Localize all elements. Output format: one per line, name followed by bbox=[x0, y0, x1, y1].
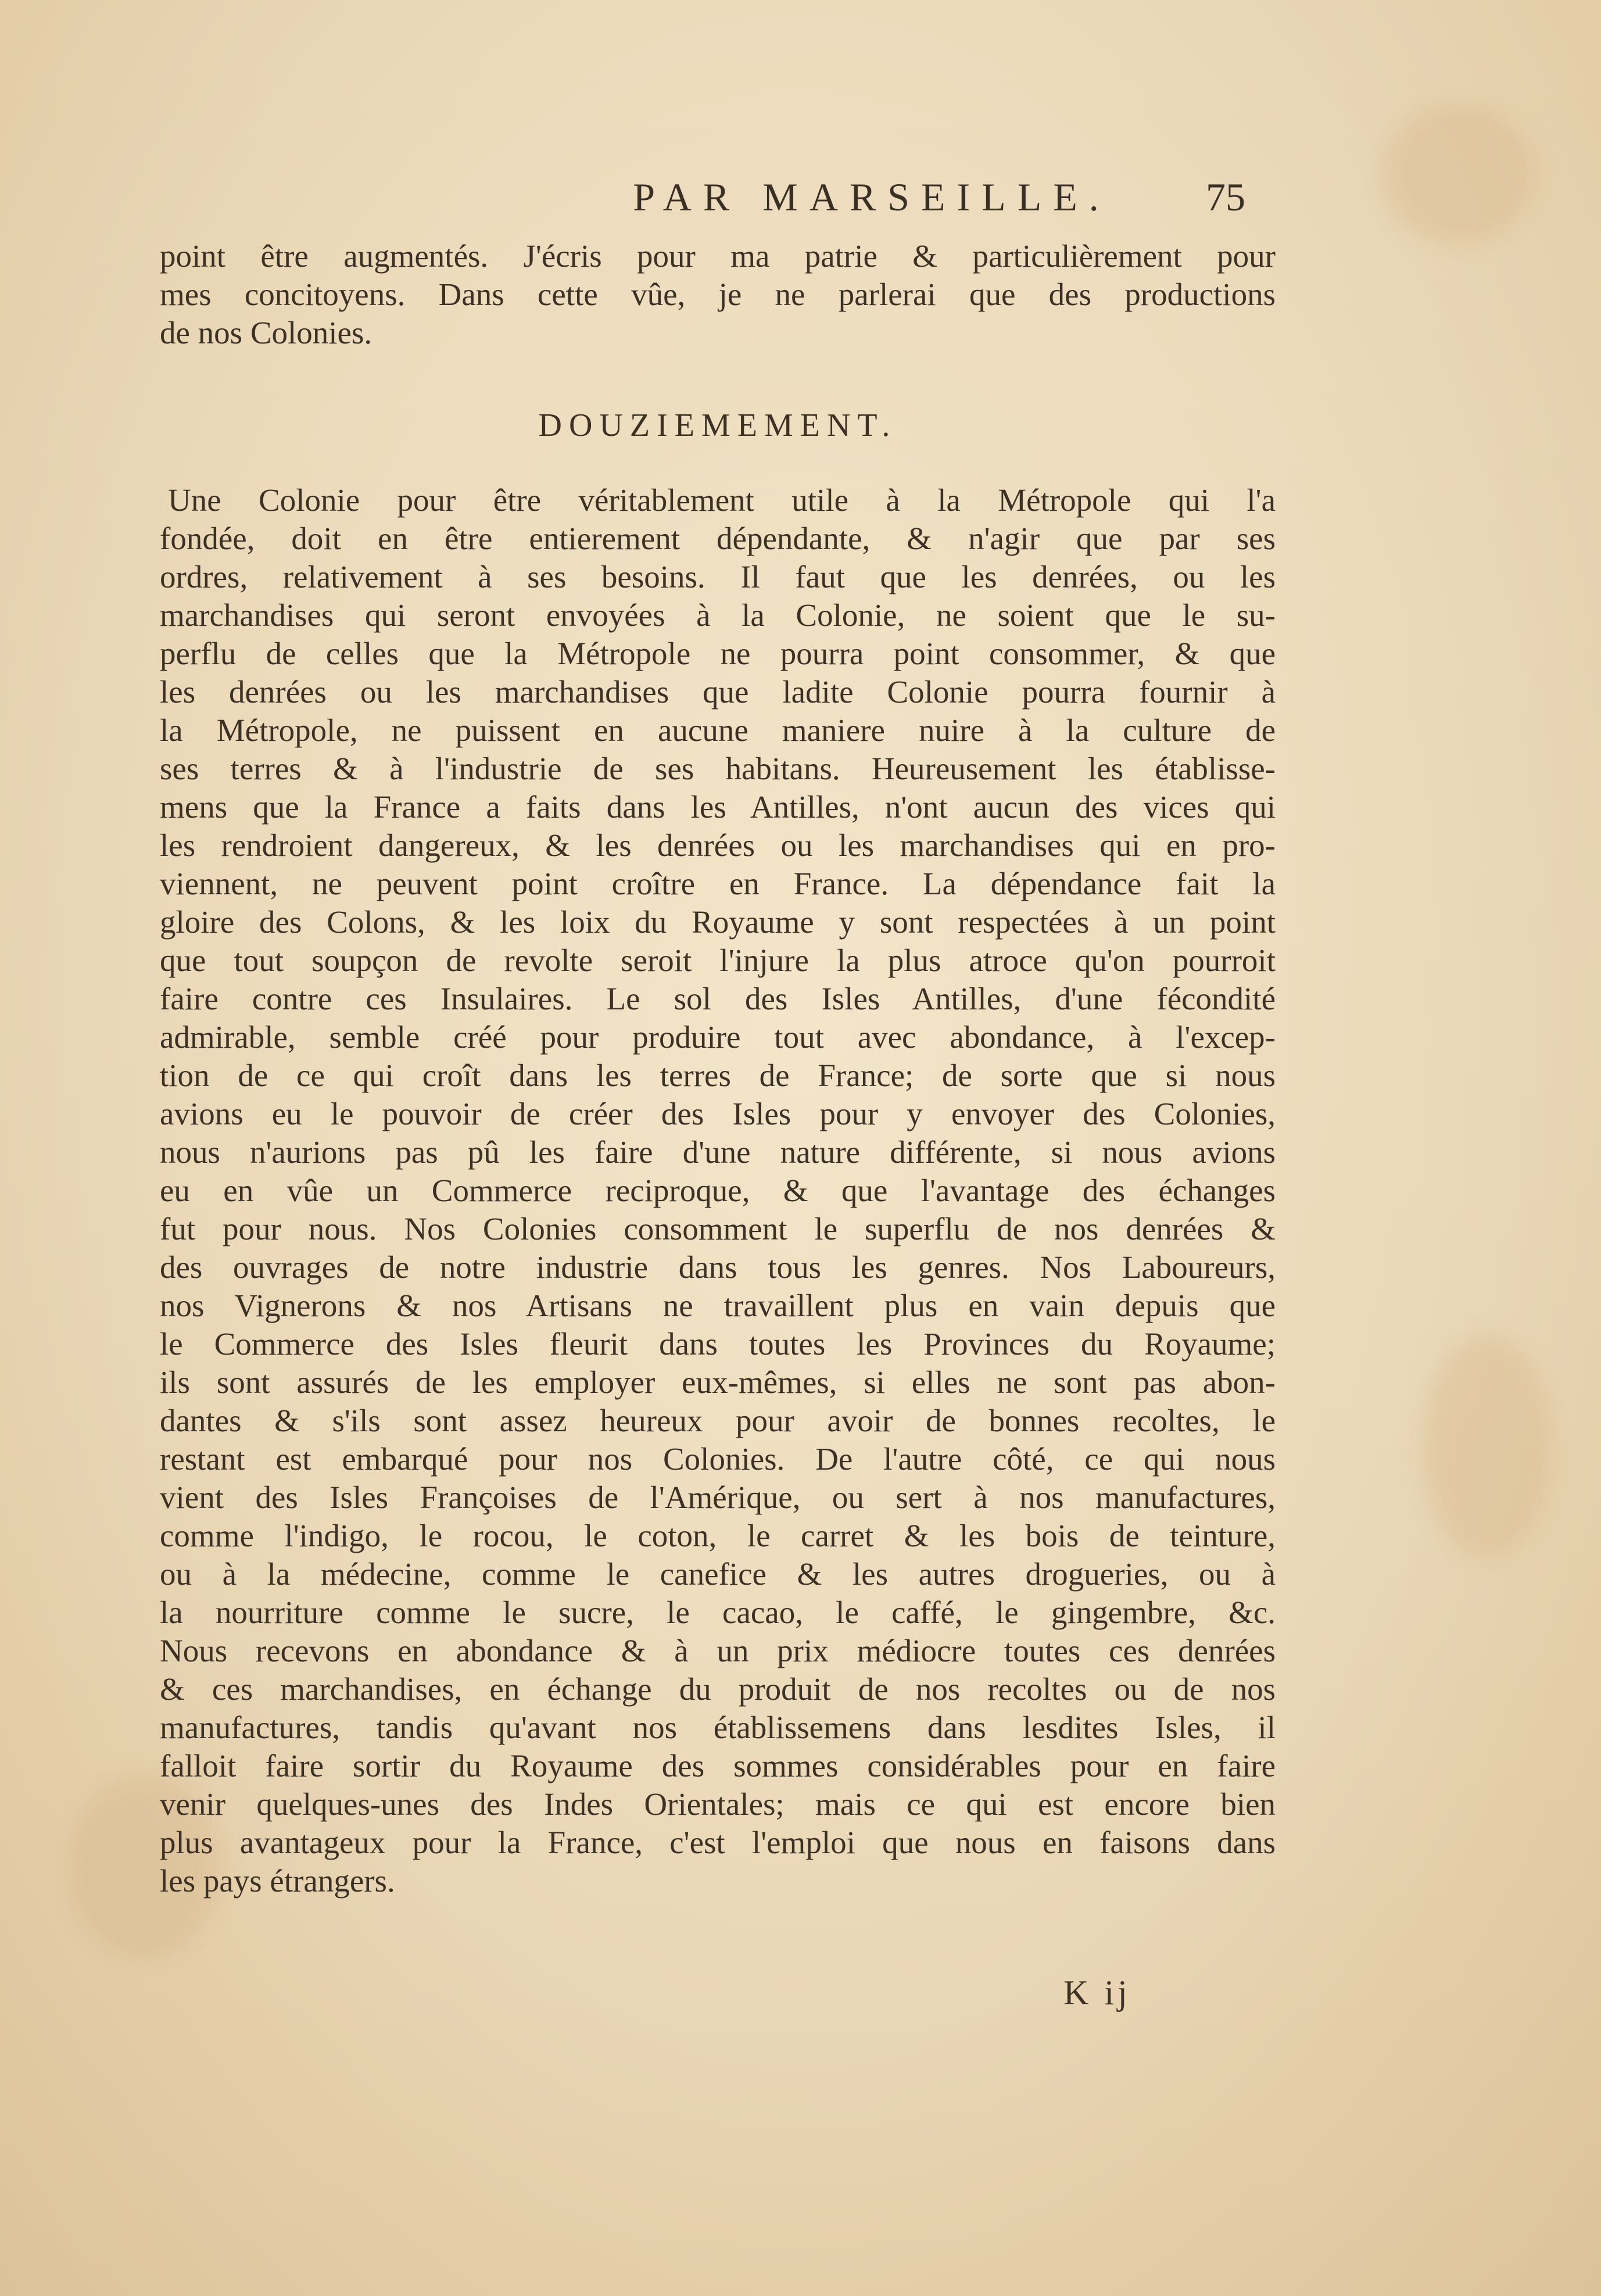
text-line: la Métropole, ne puissent en aucune maniere nuire à la culture de bbox=[160, 712, 1276, 748]
text-line: le Commerce des Isles fleurit dans toutes les Provinces du Royaume; bbox=[160, 1326, 1276, 1362]
text-line: viennent, ne peuvent point croître en France. La dépendance fait la bbox=[160, 866, 1276, 901]
text-line: perflu de celles que la Métropole ne pourra point consommer, & que bbox=[160, 636, 1276, 671]
text-line: eu en vûe un Commerce reciproque, & que l'avantage des échanges bbox=[160, 1173, 1276, 1208]
text-line: admirable, semble créé pour produire tout avec abondance, à l'excep- bbox=[160, 1019, 1276, 1055]
intro-paragraph bbox=[160, 237, 1276, 352]
text-line: plus avantageux pour la France, c'est l'emploi que nous en faisons dans bbox=[160, 1825, 1276, 1860]
text-line: les pays étrangers. bbox=[160, 1863, 395, 1899]
text-line: les rendroient dangereux, & les denrées ou les marchandises qui en pro- bbox=[160, 828, 1276, 863]
text-line: ils sont assurés de les employer eux-mêmes, si elles ne sont pas abon- bbox=[160, 1364, 1276, 1400]
text-line: Nous recevons en abondance & à un prix médiocre toutes ces denrées bbox=[160, 1633, 1276, 1668]
text-line: nous n'aurions pas pû les faire d'une nature différente, si nous avions bbox=[160, 1134, 1276, 1170]
signature-mark: K ij bbox=[1063, 1973, 1131, 2012]
text-line: les denrées ou les marchandises que ladite Colonie pourra fournir à bbox=[160, 674, 1276, 710]
text-line: falloit faire sortir du Royaume des sommes considérables pour en faire bbox=[160, 1748, 1276, 1783]
text-line: nos Vignerons & nos Artisans ne travaillent plus en vain depuis que bbox=[160, 1288, 1276, 1323]
text-line: de nos Colonies. bbox=[160, 315, 373, 350]
text-line: & ces marchandises, en échange du produit de nos recoltes ou de nos bbox=[160, 1671, 1276, 1707]
text-line: restant est embarqué pour nos Colonies. De l'autre côté, ce qui nous bbox=[160, 1441, 1276, 1477]
text-line: vient des Isles Françoises de l'Amérique, ou sert à nos manufactures, bbox=[160, 1480, 1276, 1515]
text-line: tion de ce qui croît dans les terres de France; de sorte que si nous bbox=[160, 1058, 1276, 1093]
text-line: ordres, relativement à ses besoins. Il faut que les denrées, ou les bbox=[160, 559, 1276, 594]
text-line: mens que la France a faits dans les Antilles, n'ont aucun des vices qui bbox=[160, 789, 1276, 825]
running-head: PAR MARSEILLE. bbox=[633, 175, 1111, 219]
text-line: la nourriture comme le sucre, le cacao, le caffé, le gingembre, &c. bbox=[160, 1595, 1276, 1630]
text-line: manufactures, tandis qu'avant nos établissemens dans lesdites Isles, il bbox=[160, 1710, 1276, 1745]
text-line: fondée, doit en être entierement dépendante, & n'agir que par ses bbox=[160, 521, 1276, 556]
text-line: fut pour nous. Nos Colonies consomment le superflu de nos denrées & bbox=[160, 1211, 1276, 1246]
text-line: que tout soupçon de revolte seroit l'injure la plus atroce qu'on pourroit bbox=[160, 943, 1276, 978]
text-line: faire contre ces Insulaires. Le sol des Isles Antilles, d'une fécondité bbox=[160, 981, 1276, 1016]
page-number: 75 bbox=[1206, 175, 1245, 219]
main-paragraph bbox=[160, 481, 1276, 1900]
text-line: ses terres & à l'industrie de ses habitans. Heureusement les établisse- bbox=[160, 751, 1276, 786]
text-line: comme l'indigo, le rocou, le coton, le carret & les bois de teinture, bbox=[160, 1518, 1276, 1553]
paper-stain bbox=[1424, 1337, 1552, 1557]
text-line: marchandises qui seront envoyées à la Colonie, ne soient que le su- bbox=[160, 597, 1276, 633]
text-line: ou à la médecine, comme le canefice & les autres drogueries, ou à bbox=[160, 1556, 1276, 1592]
text-line: des ouvrages de notre industrie dans tous les genres. Nos Laboureurs, bbox=[160, 1249, 1276, 1285]
text-line: venir quelques-unes des Indes Orientales; mais ce qui est encore bien bbox=[160, 1786, 1276, 1822]
text-line: dantes & s'ils sont assez heureux pour avoir de bonnes recoltes, le bbox=[160, 1403, 1276, 1438]
text-line: avions eu le pouvoir de créer des Isles pour y envoyer des Colonies, bbox=[160, 1096, 1276, 1131]
text-line: gloire des Colons, & les loix du Royaume y sont respectées à un point bbox=[160, 904, 1276, 940]
text-line: point être augmentés. J'écris pour ma patrie & particulièrement pour bbox=[160, 238, 1276, 274]
section-heading: DOUZIEMEMENT. bbox=[538, 407, 897, 443]
text-line: mes concitoyens. Dans cette vûe, je ne parlerai que des productions bbox=[160, 277, 1276, 312]
text-line: Une Colonie pour être véritablement utile à la Métropole qui l'a bbox=[168, 482, 1276, 518]
paper-stain bbox=[1383, 105, 1534, 244]
